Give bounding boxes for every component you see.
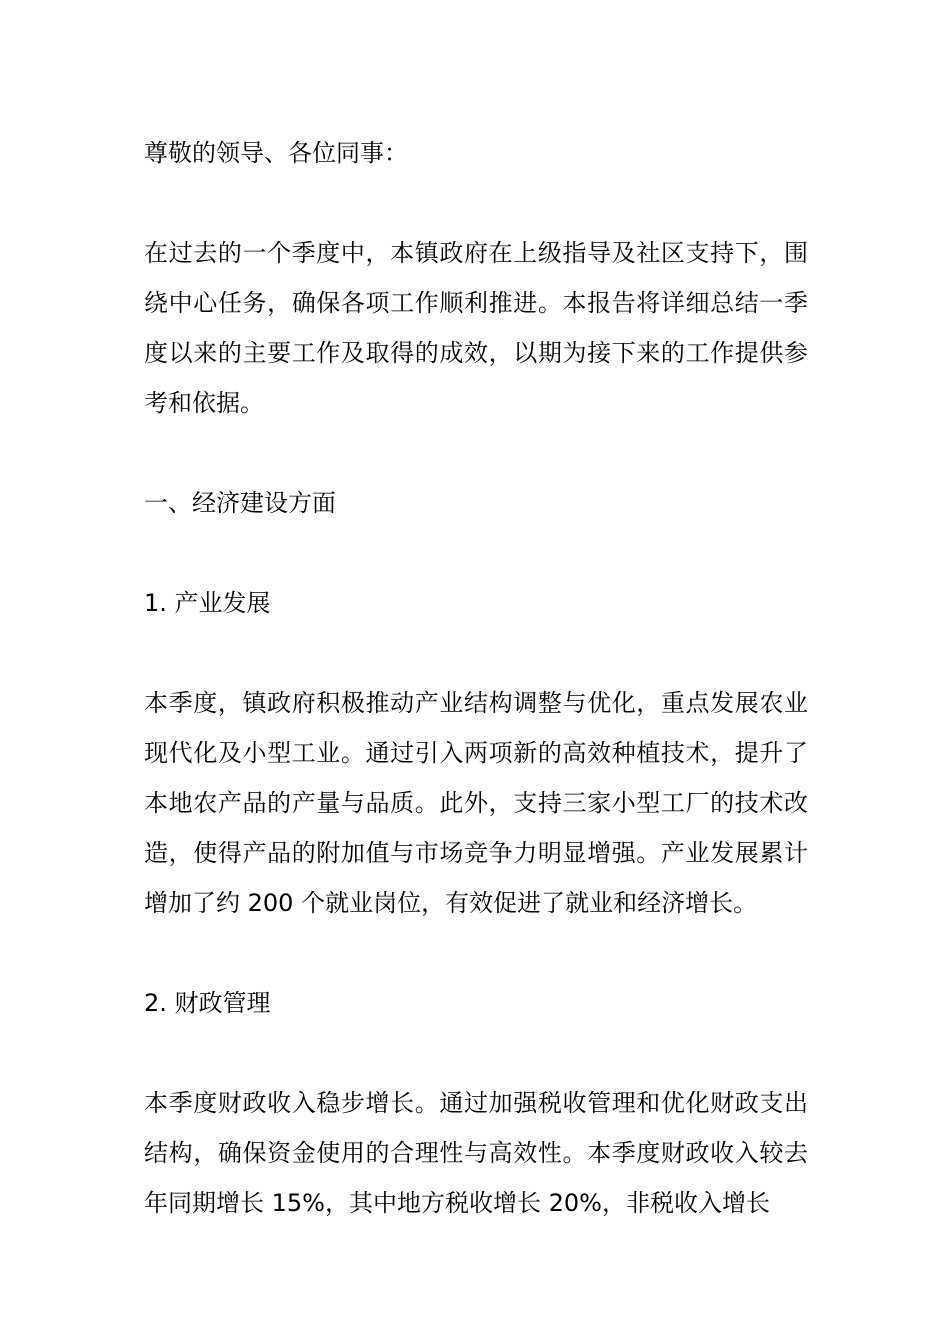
section-heading-economy: 一、经济建设方面 bbox=[144, 489, 336, 517]
intro-paragraph: 在过去的一个季度中，本镇政府在上级指导及社区支持下，围绕中心任务，确保各项工作顺利推进。本报告将详细总结一季度以来的主要工作及取得的成效，以期为接下来的工作提供参考和依据。 bbox=[144, 239, 808, 417]
subsection-heading-finance: 2. 财政管理 bbox=[144, 989, 271, 1017]
finance-paragraph: 本季度财政收入稳步增长。通过加强税收管理和优化财政支出结构，确保资金使用的合理性与高效性。本季度财政收入较去年同期增长 15%，其中地方税收增长 20%，非税收入增长 bbox=[144, 1089, 808, 1217]
industry-paragraph: 本季度，镇政府积极推动产业结构调整与优化，重点发展农业现代化及小型工业。通过引入两项新的高效种植技术，提升了本地农产品的产量与品质。此外，支持三家小型工厂的技术改造，使得产品的附加值与市场竞争力明显增强。产业发展累计增加了约 200 个就业岗位，有效促进了就业和经济增长。 bbox=[144, 689, 808, 917]
subsection-heading-industry: 1. 产业发展 bbox=[144, 589, 271, 617]
document-body bbox=[144, 128, 808, 1278]
salutation: 尊敬的领导、各位同事： bbox=[144, 139, 408, 167]
